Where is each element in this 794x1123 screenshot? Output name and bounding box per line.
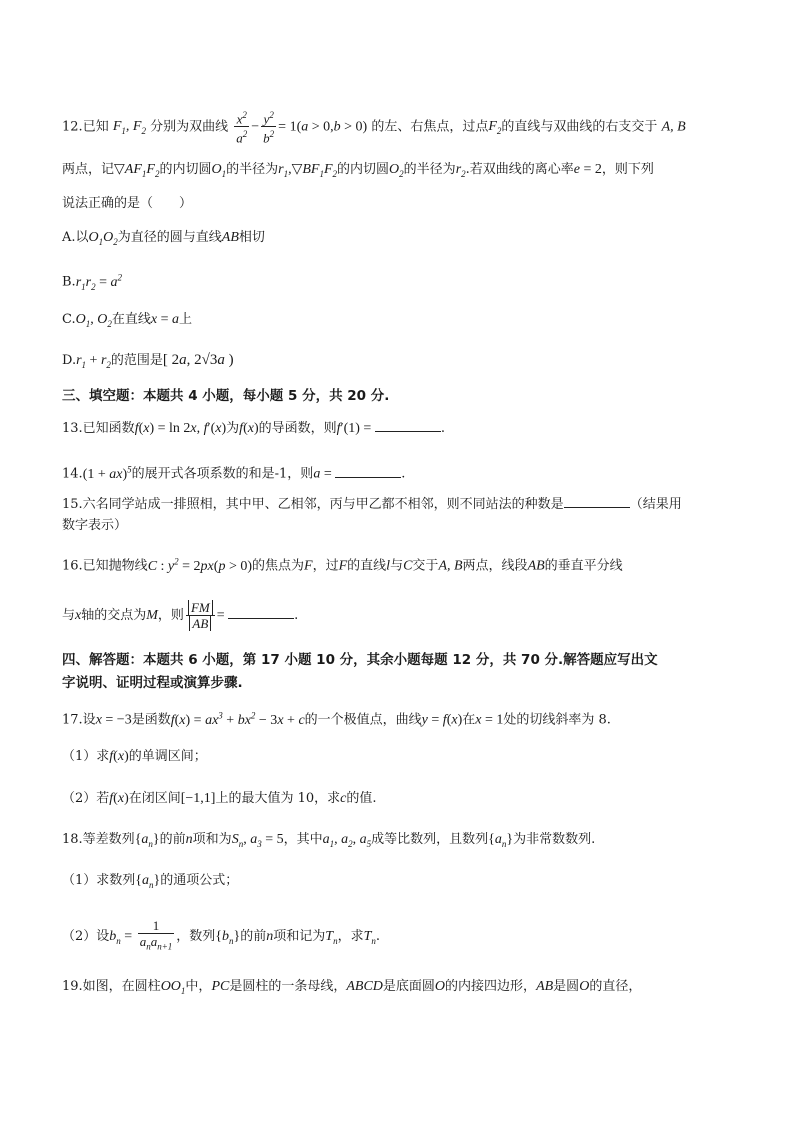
q15-line1: 15.六名同学站成一排照相，其中甲、乙相邻，丙与甲乙都不相邻，则不同站法的种数是 （结果用 — [62, 497, 682, 512]
q17-part2: （2）若f(x)在闭区间[−1,1]上的最大值为 10，求c的值. — [62, 791, 377, 806]
math-f1f2: $F_1$, $F_2$ — [112, 119, 146, 137]
section-4-title-line2: 字说明、证明过程或演算步骤. — [62, 675, 243, 691]
math-fm-over-ab: $\frac{FM}{AB}$ — [186, 600, 215, 631]
q13-answer-blank[interactable] — [375, 419, 441, 432]
q12-option-b: $B.r_1r_2 = a^2$ — [62, 272, 122, 292]
q14-answer-blank[interactable] — [335, 465, 401, 478]
q15-line2: 数字表示） — [62, 518, 128, 533]
section-4-title-line1: 四、解答题：本题共 6 小题，第 17 小题 10 分，其余小题每题 12 分，共 70 分.解答题应写出文 — [62, 652, 658, 668]
q16-line1: 16.已知抛物线C : $y^2 = 2px(p > 0)$的焦点为F，过F的直线l与C交于A, B两点，线段AB的垂直平分线 — [62, 556, 623, 574]
q12-option-c: $C.O_1$, $O_2$在直线x = a上 — [62, 312, 193, 329]
q12-line3: 说法正确的是（ ） — [62, 196, 193, 211]
section-3-title: 三、填空题：本题共 4 小题，每小题 5 分，共 20 分. — [62, 388, 390, 404]
q15-answer-blank[interactable] — [564, 495, 630, 508]
q19-line1: 19.如图，在圆柱$OO_1$中，PC是圆柱的一条母线，ABCD是底面圆O的内接四边形，AB是圆O的直径， — [62, 979, 642, 996]
q18-part2: （2）设$b_n$ = $\frac{1}{a_na_{n+1}}$ ，数列$\{b_n\}$的前n项和记为$T_n$，求$T_n$. — [62, 918, 380, 955]
q12-number: 12. — [62, 119, 83, 135]
q14: 14.(1 + ax)$^5$的展开式各项系数的和是-1，则a = . — [62, 464, 406, 482]
math-y2-over-b2: $\frac{y^2}{b^2}$ — [263, 110, 275, 146]
q18-line1: 18.等差数列$\{a_n\}$的前n项和为$S_n$, $a_3 = 5$，其中$a_1$, $a_2$, $a_5$成等比数列，且数列$\{a_n\}$为非常数数列. — [62, 832, 596, 849]
q17-part1: （1）求f(x)的单调区间； — [62, 749, 207, 764]
q12-option-a: A.以$O_1O_2$为直径的圆与直线AB相切 — [62, 230, 265, 247]
q16-line2: 与x轴的交点为M，则 $\frac{FM}{AB}$ = . — [62, 600, 299, 631]
q18-part1: （1）求数列$\{a_n\}$的通项公式； — [62, 873, 239, 890]
q12-option-d: $D.r_1 + r_2$的范围是[ 2a, 2√3a ) — [62, 352, 234, 370]
q13: 13.已知函数f(x) = ln 2x, f′(x)为f(x)的导函数，则f′(1) = . — [62, 421, 445, 436]
q16-answer-blank[interactable] — [228, 606, 294, 619]
q12-line1: 12.已知 $F_1$, $F_2$ 分别为双曲线 $\frac{x^2}{a^2}$ − $\frac{y^2}{b^2}$ = 1(a > 0,b > 0) 的左、右焦点，过点$F_2$的直线与双曲线的右支交于 A, B — [62, 110, 686, 146]
q12-line2: 两点，记$▽AF_1F_2$的内切圆$O_1$的半径为$r_1,▽BF_1F_2$的内切圆$O_2$的半径为$r_2$.若双曲线的离心率e = 2，则下列 — [62, 162, 654, 179]
q17-line1: 17.设x = −3是函数$f(x) = ax^3 + bx^2 - 3x + c$的一个极值点，曲线y = f(x)在x = 1处的切线斜率为 8. — [62, 710, 611, 728]
math-x2-over-a2: $\frac{x^2}{a^2}$ — [236, 110, 248, 146]
math-1-over-anan1: $\frac{1}{a_na_{n+1}}$ — [139, 918, 173, 952]
